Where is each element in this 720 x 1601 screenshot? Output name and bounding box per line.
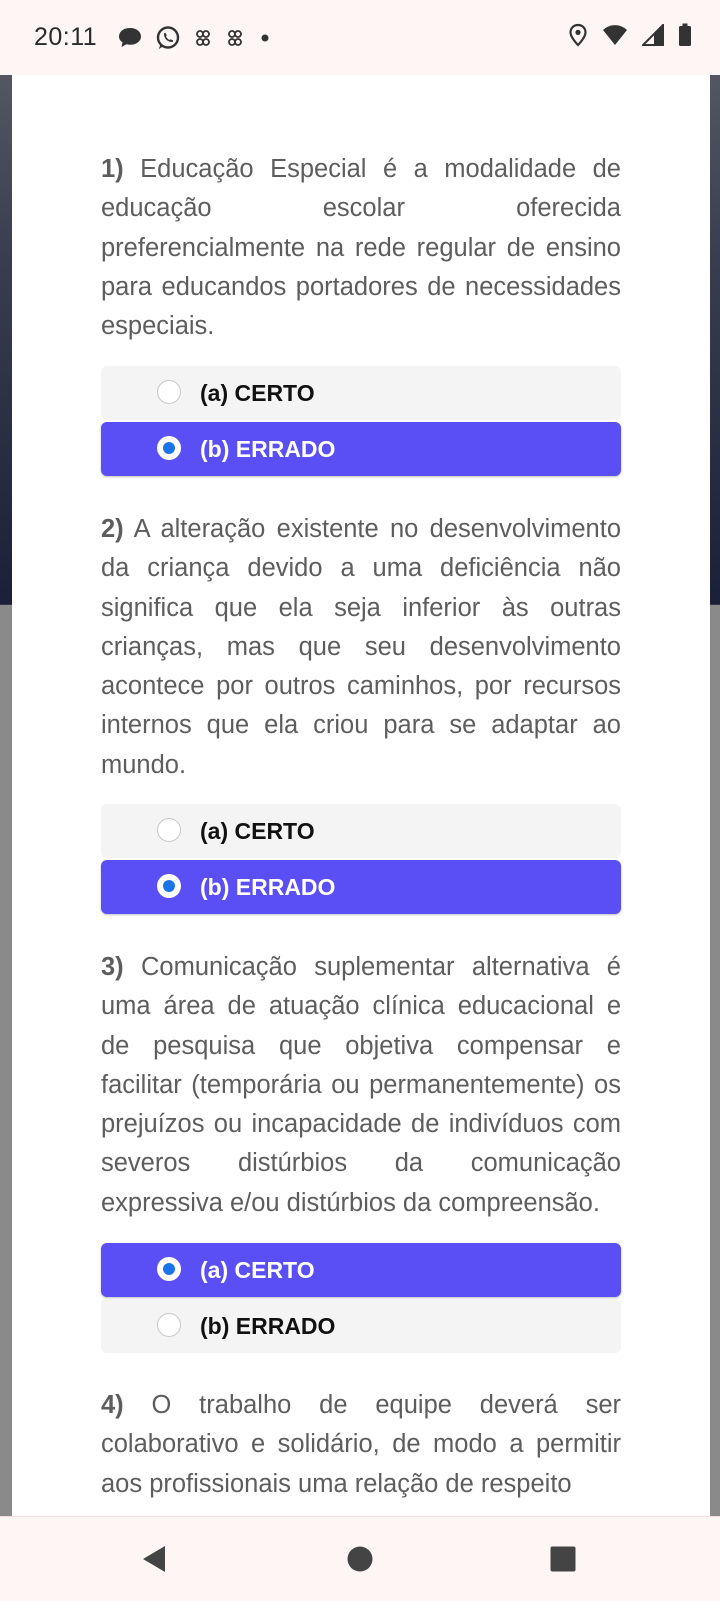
option-label: (b) ERRADO (200, 874, 336, 900)
radio-button[interactable] (157, 818, 181, 842)
option-label: (b) ERRADO (200, 436, 336, 462)
notification-icons (117, 25, 273, 51)
question-text (101, 948, 621, 1223)
app-icon (225, 28, 245, 48)
question-1 (101, 150, 621, 346)
radio-button[interactable] (157, 436, 181, 460)
radio-button[interactable] (157, 1257, 181, 1281)
question-body: Comunicação suplementar alternativa é uma área de atuação clínica educacional e de pesquisa que objetiva compensar e facilitar (temporária ou permanentemente) os prejuízos ou incapacidade de indivíduos com severos distúrbios da comunicação expressiva e/ou distúrbios da compreensão. (101, 953, 621, 1217)
option-q1-b[interactable] (101, 422, 621, 476)
app-icon (193, 28, 213, 48)
dot-icon (257, 30, 273, 46)
whatsapp-icon (155, 25, 181, 51)
question-number: 4) (101, 1391, 124, 1419)
radio-button[interactable] (157, 380, 181, 404)
question-text (101, 1386, 621, 1504)
option-label: (a) CERTO (200, 1257, 315, 1283)
back-icon (139, 1543, 169, 1575)
quiz-content (12, 75, 710, 1516)
home-icon (346, 1545, 374, 1573)
option-q2-b[interactable] (101, 860, 621, 914)
back-button[interactable] (134, 1539, 174, 1579)
recents-icon (549, 1545, 577, 1573)
chat-bubble-icon (117, 26, 143, 50)
question-text (101, 150, 621, 346)
question-number: 2) (101, 515, 124, 543)
option-q3-b[interactable] (101, 1299, 621, 1353)
status-time: 20:11 (34, 23, 98, 51)
radio-button[interactable] (157, 874, 181, 898)
navigation-bar (0, 1516, 720, 1601)
option-q1-a[interactable] (101, 366, 621, 420)
question-4 (101, 1386, 621, 1504)
question-number: 3) (101, 953, 124, 981)
wifi-icon (602, 24, 628, 51)
question-number: 1) (101, 155, 124, 183)
option-q3-a[interactable] (101, 1243, 621, 1297)
question-body: Educação Especial é a modalidade de educação escolar oferecida preferencialmente na rede regular de ensino para educandos portadores de necessidades especiais. (101, 155, 621, 341)
option-label: (b) ERRADO (200, 1313, 336, 1339)
recents-button[interactable] (543, 1539, 583, 1579)
question-body: O trabalho de equipe deverá ser colaborativo e solidário, de modo a permitir aos profissionais uma relação de respeito (101, 1391, 621, 1498)
option-q2-a[interactable] (101, 804, 621, 858)
question-2 (101, 510, 621, 785)
status-bar (0, 0, 720, 75)
question-3 (101, 948, 621, 1223)
home-button[interactable] (340, 1539, 380, 1579)
battery-icon (678, 23, 692, 52)
question-body: A alteração existente no desenvolvimento da criança devido a uma deficiência não significa que ela seja inferior às outras crianças, mas que seu desenvolvimento acontece por outros caminhos, por recursos internos que ela criou para se adaptar ao mundo. (101, 515, 621, 779)
location-icon (568, 23, 588, 52)
question-text (101, 510, 621, 785)
system-icons (568, 23, 692, 52)
option-label: (a) CERTO (200, 380, 315, 406)
option-label: (a) CERTO (200, 818, 315, 844)
radio-button[interactable] (157, 1313, 181, 1337)
cell-signal-icon (642, 24, 664, 51)
